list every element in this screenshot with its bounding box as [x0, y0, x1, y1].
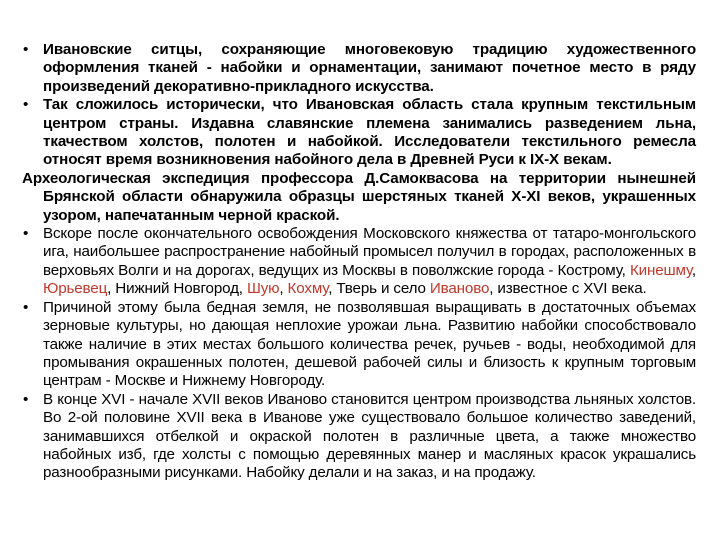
paragraph-ivanovo-chintz: [22, 41, 696, 96]
separator: ,: [279, 280, 288, 298]
paragraph-text: Вскоре после окончательного освобождения Московского княжества от татаро-монгольского ига, наибольшее распространение набойный промысел получил в городах, расположенных в верховьях Волги и на дорогах, ведущих из Москвы в поволжские города - Кострому,: [43, 225, 696, 279]
paragraph-towns: [22, 225, 696, 299]
paragraph-text: Археологическая экспедиция профессора Д.Самоквасова на территории нынешней Брянской области обнаружила образцы шерстяных тканей X-XI веков, украшенных узором, напечатанным черной краской.: [22, 169, 696, 224]
paragraph-reasons: [22, 299, 696, 391]
paragraph-text: , Нижний Новгород,: [107, 280, 247, 298]
paragraph-text: , известное с XVI века.: [489, 280, 647, 298]
paragraph-archaeology: [22, 170, 696, 225]
city-link-kineshma[interactable]: Кинешму: [629, 261, 692, 279]
paragraph-text: Так сложилось исторически, что Ивановская область стала крупным текстильным центром страны. Издавна славянские племена занимались разведением льна, ткачеством холстов, полотен и набойкой. Исследователи текстильного ремесла относят время возникновения набойного дела в Древней Руси к IX-X векам.: [43, 96, 696, 169]
separator: ,: [691, 261, 696, 279]
paragraph-text: , Тверь и село: [328, 280, 430, 298]
paragraph-text: В конце XVI - начале XVII веков Иваново становится центром производства льняных холстов. Во 2-ой половине XVII века в Иванове уже существовало большое количество заведений, занимавшихся отбелкой и окраской полотен в различные цвета, а также множество набойных изб, где холсты с помощью деревянных манер и масляных красок украшались разнообразными рисунками. Набойку делали и на заказ, и на продажу.: [43, 390, 696, 482]
paragraph-text: Ивановские ситцы, сохраняющие многовековую традицию художественного оформления тканей - набойки и орнаментации, занимают почетное место в ряду произведений декоративно-прикладного искусства.: [43, 41, 696, 95]
city-link-ivanovo[interactable]: Иваново: [429, 280, 490, 298]
city-link-kokhma[interactable]: Кохму: [287, 280, 329, 298]
city-link-shuya[interactable]: Шую: [246, 280, 280, 298]
city-link-yuryevets[interactable]: Юрьевец: [43, 280, 108, 298]
paragraph-textile-center: [22, 96, 696, 170]
paragraph-linen-production: [22, 391, 696, 483]
paragraph-text: Причиной этому была бедная земля, не позволявшая выращивать в достаточных объемах зерновые культуры, но дающая неплохие урожаи льна. Развитию набойки способствовало также наличие в этих местах большого количества речек, ручьев - воды, необходимой для промывания окрашенных полотен, дешевой рабочей силы и близость к крупным торговым центрам - Москве и Нижнему Новгороду.: [43, 298, 696, 390]
